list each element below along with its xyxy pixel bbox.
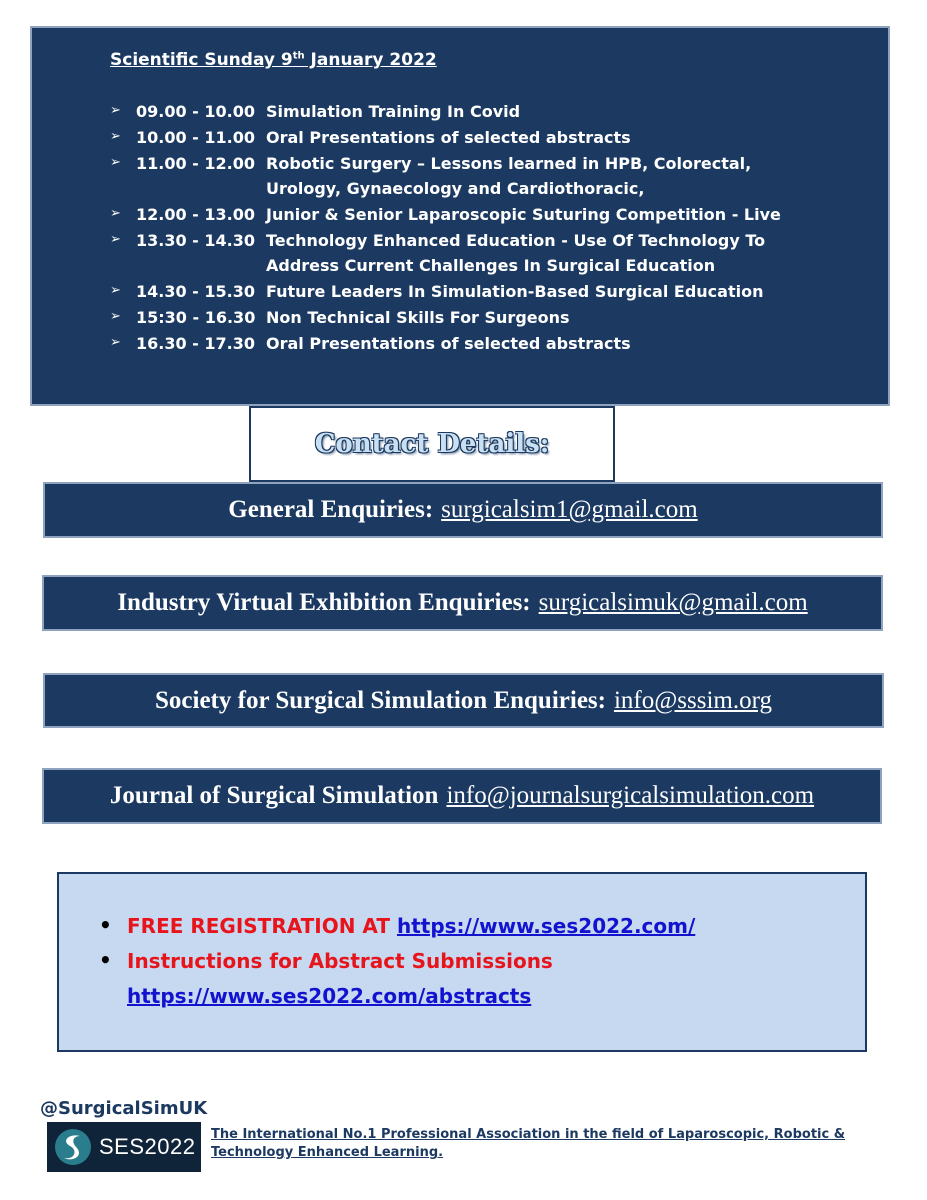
contact-heading-box (249, 406, 615, 482)
journal-enquiries-bar: Journal of Surgical Simulation info@journalsurgicalsimulation.com (42, 768, 882, 824)
general-enquiries-bar: General Enquiries: surgicalsim1@gmail.com (43, 482, 883, 538)
free-registration-line: • FREE REGISTRATION AT https://www.ses2022.com/ (99, 913, 696, 938)
industry-enquiries-bar: Industry Virtual Exhibition Enquiries: surgicalsimuk@gmail.com (42, 575, 883, 631)
schedule-title: Scientific Sunday 9th January 2022 (110, 50, 437, 70)
industry-enquiries-email-link[interactable]: surgicalsimuk@gmail.com (538, 589, 808, 616)
bullet-dot-icon: • (99, 948, 112, 972)
society-enquiries-email-link[interactable]: info@sssim.org (613, 686, 772, 714)
contact-title: Contact Details: (314, 429, 550, 459)
arrow-bullet-icon: ➢ (110, 309, 121, 324)
twitter-handle: @SurgicalSimUK (40, 1098, 208, 1119)
registration-panel (57, 872, 867, 1052)
general-enquiries-email-link[interactable]: surgicalsim1@gmail.com (441, 496, 698, 523)
arrow-bullet-icon: ➢ (110, 206, 121, 221)
ses-logo: SES2022 (47, 1122, 201, 1172)
abstract-instructions-line: • Instructions for Abstract Submissions (99, 948, 553, 973)
arrow-bullet-icon: ➢ (110, 335, 121, 350)
bullet-dot-icon: • (99, 913, 112, 937)
abstract-link-line (127, 984, 531, 1008)
journal-enquiries-email-link[interactable]: info@journalsurgicalsimulation.com (446, 782, 815, 809)
arrow-bullet-icon: ➢ (110, 155, 121, 170)
tagline: The International No.1 Professional Association in the field of Laparoscopic, Robotic & Technology Enhanced Learning. (211, 1127, 846, 1160)
society-enquiries-bar: Society for Surgical Simulation Enquiries: info@sssim.org (43, 673, 884, 728)
arrow-bullet-icon: ➢ (110, 103, 121, 118)
abstracts-link[interactable]: https://www.ses2022.com/abstracts (127, 984, 532, 1008)
registration-link[interactable]: https://www.ses2022.com/ (396, 914, 696, 938)
arrow-bullet-icon: ➢ (110, 283, 121, 298)
ses-swirl-icon (53, 1127, 93, 1167)
arrow-bullet-icon: ➢ (110, 129, 121, 144)
schedule-panel: Scientific Sunday 9th January 2022 ➢ 09.00 - 10.00 Simulation Training In Covid ➢ 10.00 - 11.00 Oral Presentations of selected abstracts ➢ 11.00 - 12.00 Robotic Surgery – Lessons learned in HPB, Colorectal, Urology, Gynaecology and Cardiothoracic, ➢ 12.00 - 13.00 Junior & Senior Laparoscopic Suturing Competition - Live ➢ 13.30 - 14.30 Technology Enhanced Education - Use Of Technology To Address Current Challenges In Surgical Education ➢ 14.30 - 15.30 Future Leaders In Simulation-Based Surgical Education ➢ 15:30 - 16.30 Non Technical Skills For Surgeons ➢ 16.30 - 17.30 Oral Presentations of selected abstracts (30, 26, 890, 406)
arrow-bullet-icon: ➢ (110, 232, 121, 247)
